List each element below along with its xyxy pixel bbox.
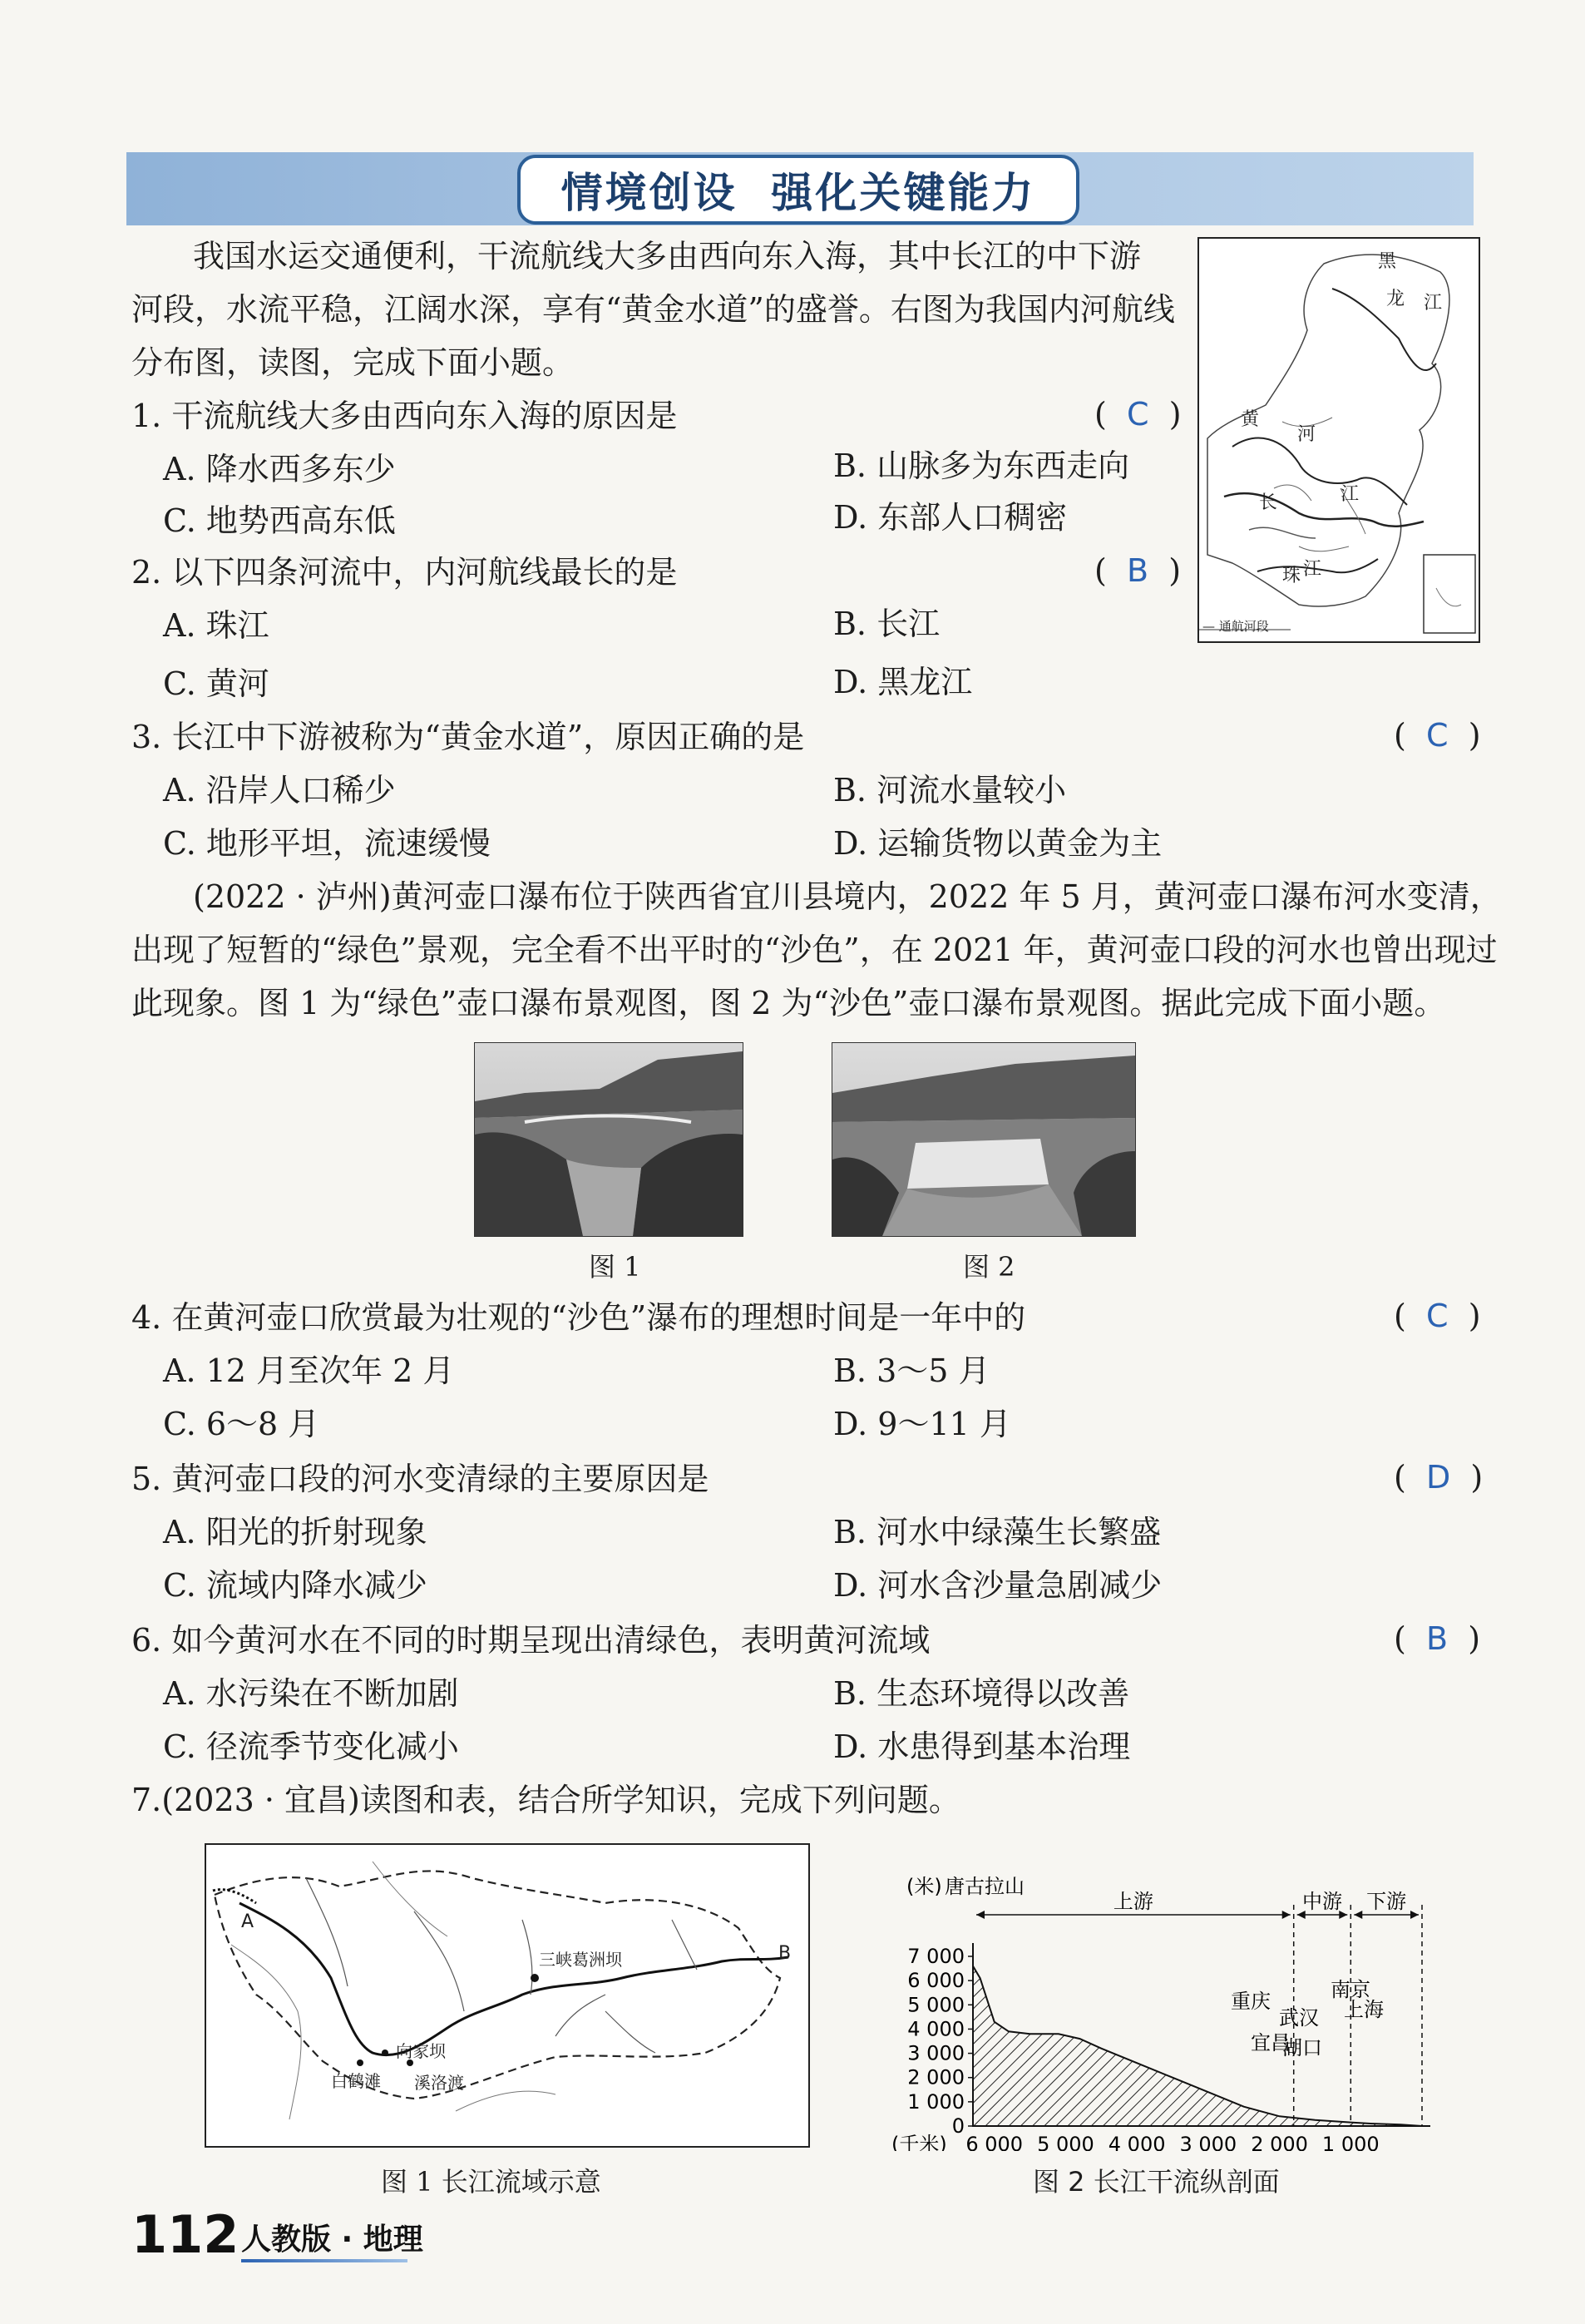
q2-option-c: C. 黄河 [163, 665, 269, 702]
book-edition: 人教版 · 地理 [241, 2223, 423, 2257]
question-4-stem [131, 1291, 1025, 1344]
question-2-answer-letter: B [1126, 552, 1149, 589]
q2-option-d: D. 黑龙江 [833, 664, 973, 700]
y-tick-label: 0 [951, 2114, 965, 2138]
page-number: 112 [131, 2204, 239, 2265]
question-6-answer-letter: B [1425, 1620, 1449, 1657]
q4-option-b: B. 3～5 月 [833, 1352, 990, 1389]
inland-waterway-map [1197, 237, 1480, 643]
profile-chart-svg [881, 1877, 1447, 2151]
question-5-number: 5. [131, 1461, 162, 1497]
footer-underline [241, 2259, 407, 2262]
q3-option-b: B. 河流水量较小 [833, 772, 1067, 808]
map-label-long: 龙 [1386, 289, 1405, 309]
photo-caption-1: 图 1 [589, 1251, 641, 1283]
question-1-answer: ( C ) [1094, 396, 1182, 433]
question-5-answer-letter: D [1425, 1459, 1451, 1496]
map-label-jiang-3: 江 [1303, 559, 1322, 580]
sandy-waterfall-image [832, 1043, 1135, 1236]
y-tick-label: 7 000 [907, 1945, 965, 1968]
profile-chart [881, 1877, 1447, 2151]
x-tick-label: 6 000 [965, 2133, 1024, 2151]
basin-map-drawing [206, 1845, 808, 2146]
question-3-answer-letter: C [1425, 717, 1449, 754]
city-label: 重庆 [1231, 1990, 1271, 2013]
y-tick-label: 2 000 [907, 2065, 965, 2089]
q3-option-c: C. 地形平坦，流速缓慢 [163, 825, 491, 862]
intro-line-1: 我国水运交通便利，干流航线大多由西向东入海，其中长江的中下游 [193, 238, 1142, 274]
question-6-text: 如今黄河水在不同的时期呈现出清绿色，表明黄河流域 [171, 1622, 931, 1659]
q4-option-c: C. 6～8 月 [163, 1406, 320, 1442]
question-1-text: 干流航线大多由西向东入海的原因是 [171, 398, 678, 434]
city-label: 宜昌 [1251, 2031, 1291, 2055]
q6-option-d: D. 水患得到基本治理 [833, 1728, 1131, 1765]
q5-option-d: D. 河水含沙量急剧减少 [833, 1567, 1163, 1604]
map-label-zhu: 珠 [1282, 566, 1301, 586]
question-3-text: 长江中下游被称为“黄金水道”，原因正确的是 [171, 719, 805, 755]
question-3-answer: ( C ) [1394, 717, 1481, 754]
question-3-number: 3. [131, 719, 162, 755]
section-arrow-head-left [976, 1911, 985, 1919]
profile-chart-title: 图 2 长江干流纵剖面 [1033, 2166, 1280, 2198]
q4-option-a: A. 12 月至次年 2 月 [163, 1352, 455, 1389]
q5-option-c: C. 流域内降水减少 [163, 1567, 427, 1604]
map-label-jiang-1: 江 [1424, 293, 1443, 314]
q1-option-a: A. 降水西多东少 [163, 451, 396, 487]
question-7-text: (2023 · 宜昌)读图和表，结合所学知识，完成下列问题。 [161, 1782, 960, 1818]
question-2-answer: ( B ) [1094, 552, 1182, 589]
city-label: 湖口 [1282, 2036, 1322, 2059]
question-6-answer: ( B ) [1394, 1620, 1481, 1657]
question-5-stem [131, 1452, 709, 1506]
y-tick-label: 3 000 [907, 2041, 965, 2065]
map-legend: — 通航河段 [1202, 619, 1269, 634]
map-point-a: A [241, 1911, 254, 1932]
q6-option-b: B. 生态环境得以改善 [833, 1675, 1130, 1712]
x-axis-unit: (千米) [891, 2133, 947, 2151]
map-label-chang: 长 [1259, 492, 1278, 513]
q2-option-b: B. 长江 [833, 606, 941, 642]
city-label: 武汉 [1279, 2006, 1319, 2030]
section-arrow-head-right [1282, 1911, 1291, 1919]
q1-option-c: C. 地势西高东低 [163, 502, 396, 539]
map-label-huang: 黄 [1241, 409, 1260, 430]
question-5-text: 黄河壶口段的河水变清绿的主要原因是 [171, 1461, 709, 1497]
map-label-hei: 黑 [1378, 251, 1397, 272]
q1-option-d: D. 东部人口稠密 [833, 499, 1068, 536]
question-4-answer: ( C ) [1394, 1298, 1481, 1334]
section-arrow-head-right [1410, 1911, 1419, 1919]
y-axis-unit: (米) [906, 1877, 942, 1898]
intro-line-3: 分布图，读图，完成下面小题。 [131, 344, 575, 381]
x-tick-label: 4 000 [1108, 2133, 1166, 2151]
y-tick-label: 1 000 [907, 2089, 965, 2114]
question-2-stem [131, 546, 677, 599]
city-label: 南京 [1331, 1978, 1370, 2001]
section-title: 情境创设 强化关键能力 [517, 155, 1079, 225]
question-6-stem [131, 1614, 930, 1667]
q4-option-d: D. 9～11 月 [833, 1406, 1011, 1442]
question-2-number: 2. [131, 554, 162, 591]
question-1-answer-letter: C [1126, 396, 1149, 433]
question-1-number: 1. [131, 398, 162, 434]
q3-option-a: A. 沿岸人口稀少 [163, 772, 396, 808]
question-1-stem [131, 389, 677, 443]
map-point-b: B [778, 1943, 792, 1964]
intro-line-2: 河段，水流平稳，江阔水深，享有“黄金水道”的盛誉。右图为我国内河航线 [131, 291, 1175, 328]
map-label-sanxia: 三峡葛洲坝 [539, 1950, 622, 1970]
question-7-stem [131, 1773, 960, 1827]
section-arrow-head-left [1354, 1911, 1362, 1919]
x-tick-label: 5 000 [1037, 2133, 1094, 2151]
q5-option-b: B. 河水中绿藻生长繁盛 [833, 1514, 1162, 1550]
q5-option-a: A. 阳光的折射现象 [163, 1514, 427, 1550]
q2-option-a: A. 珠江 [163, 607, 269, 644]
passage2-line-3: 此现象。图 1 为“绿色”壶口瀑布景观图，图 2 为“沙色”壶口瀑布景观图。据此完成下面小题。 [131, 985, 1446, 1021]
city-label: 上海 [1344, 1998, 1384, 2021]
source-label: 唐古拉山 [945, 1877, 1025, 1898]
question-5-answer: ( D ) [1394, 1459, 1484, 1496]
map-label-xiluodu: 溪洛渡 [414, 2073, 464, 2093]
map-label-he: 河 [1297, 424, 1316, 445]
x-tick-label: 2 000 [1251, 2133, 1308, 2151]
passage2-line-2: 出现了短暂的“绿色”景观，完全看不出平时的“沙色”，在 2021 年，黄河壶口段的河水也曾出现过 [131, 932, 1498, 968]
y-tick-label: 4 000 [907, 2017, 965, 2041]
map-label-xiangjiaba: 向家坝 [396, 2041, 446, 2061]
map-label-baihetan: 白鹤滩 [331, 2071, 381, 2091]
question-4-number: 4. [131, 1299, 162, 1336]
section-label: 下游 [1366, 1890, 1407, 1913]
question-2-text: 以下四条河流中，内河航线最长的是 [171, 554, 678, 591]
y-tick-label: 6 000 [907, 1969, 965, 1993]
basin-map-caption: 图 1 长江流域示意 [381, 2166, 601, 2198]
photo-caption-2: 图 2 [963, 1251, 1015, 1283]
y-tick-label: 5 000 [907, 1993, 965, 2017]
section-label: 中游 [1302, 1890, 1342, 1913]
sandy-waterfall-photo [832, 1042, 1136, 1237]
question-4-text: 在黄河壶口欣赏最为壮观的“沙色”瀑布的理想时间是一年中的 [171, 1299, 1026, 1336]
question-7-number: 7. [131, 1782, 162, 1818]
q6-option-a: A. 水污染在不断加剧 [163, 1675, 459, 1712]
map-label-jiang-2: 江 [1341, 484, 1360, 505]
x-tick-label: 3 000 [1179, 2133, 1237, 2151]
x-tick-label: 1 000 [1321, 2133, 1380, 2151]
green-waterfall-image [475, 1043, 743, 1236]
q3-option-d: D. 运输货物以黄金为主 [833, 825, 1163, 862]
passage2-line-1: (2022 · 泸州)黄河壶口瀑布位于陕西省宜川县境内，2022 年 5 月，黄河壶口瀑布河水变清， [193, 878, 1502, 915]
question-3-stem [131, 710, 804, 764]
yangtze-basin-map [205, 1843, 810, 2148]
section-label: 上游 [1113, 1890, 1153, 1913]
q1-option-b: B. 山脉多为东西走向 [833, 447, 1130, 484]
q6-option-c: C. 径流季节变化减小 [163, 1728, 459, 1765]
green-waterfall-photo [474, 1042, 743, 1237]
question-6-number: 6. [131, 1622, 162, 1659]
question-4-answer-letter: C [1425, 1298, 1449, 1334]
